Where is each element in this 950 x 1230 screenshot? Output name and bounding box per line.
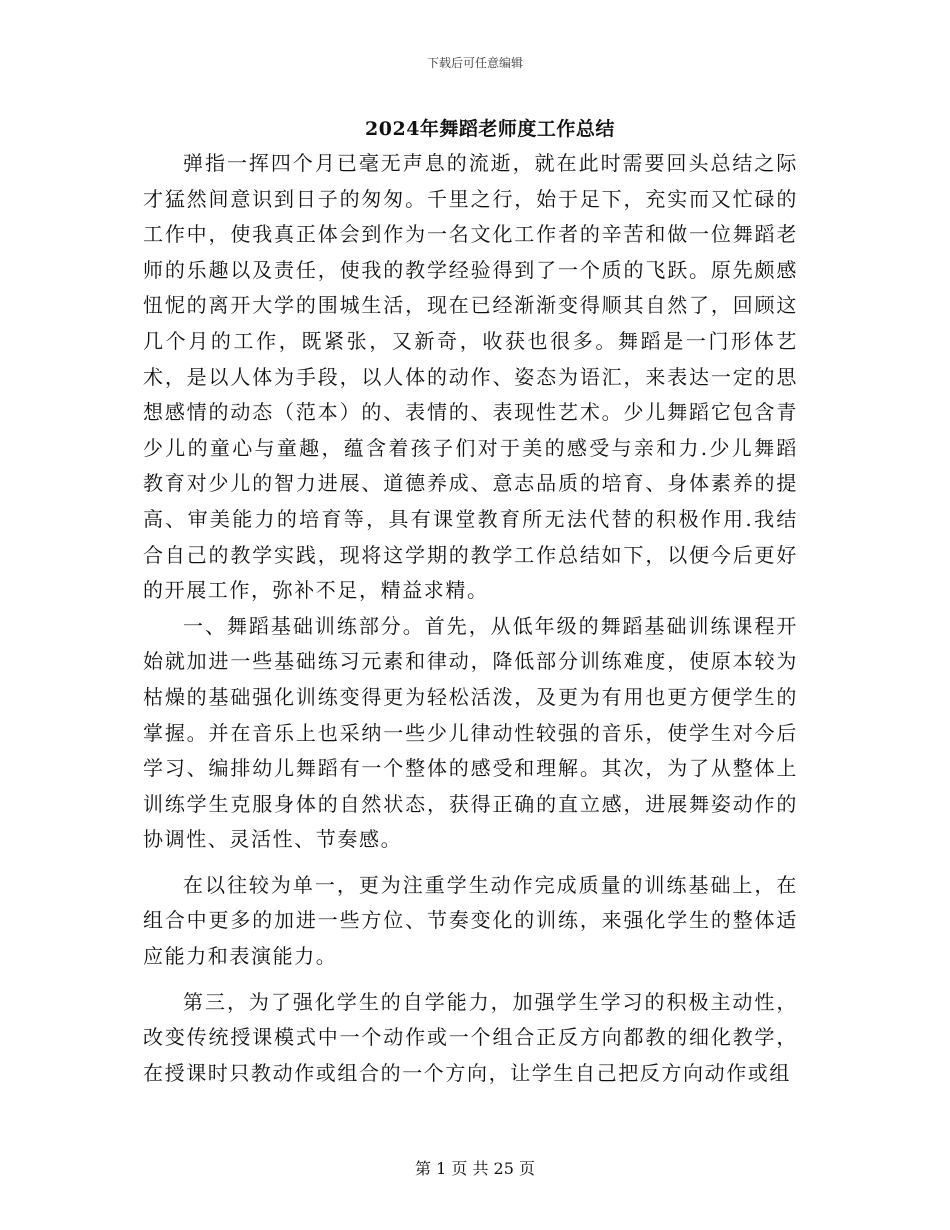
document-body [143,146,798,1091]
paragraph-basic-training: 一、舞蹈基础训练部分。首先，从低年级的舞蹈基础训练课程开始就加进一些基础练习元素和律动，降低部分训练难度，使原本较为枯燥的基础强化训练变得更为轻松活泼，及更为有用也更方便学生的掌握。并在音乐上也采纳一些少儿律动性较强的音乐，使学生对今后学习、编排幼儿舞蹈有一个整体的感受和理解。其次，为了从整体上训练学生克服身体的自然状态，获得正确的直立感，进展舞姿动作的协调性、灵活性、节奏感。 [143,613,798,852]
page-number: 第 1 页 共 25 页 [415,1159,535,1178]
paragraph-combination-training: 在以往较为单一，更为注重学生动作完成质量的训练基础上，在组合中更多的加进一些方位、节奏变化的训练，来强化学生的整体适应能力和表演能力。 [143,872,798,969]
document-title: 2024年舞蹈老师度工作总结 [365,118,615,140]
paragraph-intro: 弹指一挥四个月已毫无声息的流逝，就在此时需要回头总结之际才猛然间意识到日子的匆匆。千里之行，始于足下，充实而又忙碌的工作中，使我真正体会到作为一名文化工作者的辛苦和做一位舞蹈老师的乐趣以及责任，使我的教学经验得到了一个质的飞跃。原先颇感忸怩的离开大学的围城生活，现在已经渐渐变得顺其自然了，回顾这几个月的工作，既紧张，又新奇，收获也很多。舞蹈是一门形体艺术，是以人体为手段，以人体的动作、姿态为语汇，来表达一定的思想感情的动态（范本）的、表情的、表现性艺术。少儿舞蹈它包含青少儿的童心与童趣，蕴含着孩子们对于美的感受与亲和力.少儿舞蹈教育对少儿的智力进展、道德养成、意志品质的培育、身体素养的提高、审美能力的培育等，具有课堂教育所无法代替的积极作用.我结合自己的教学实践，现将这学期的教学工作总结如下，以便今后更好的开展工作，弥补不足，精益求精。 [143,151,798,603]
header-note: 下载后可任意编辑 [426,56,523,70]
paragraph-self-study: 第三，为了强化学生的自学能力，加强学生学习的积极主动性，改变传统授课模式中一个动作或一个组合正反方向都教的细化教学，在授课时只教动作或组合的一个方向，让学生自己把反方向动作或组 [143,989,798,1085]
